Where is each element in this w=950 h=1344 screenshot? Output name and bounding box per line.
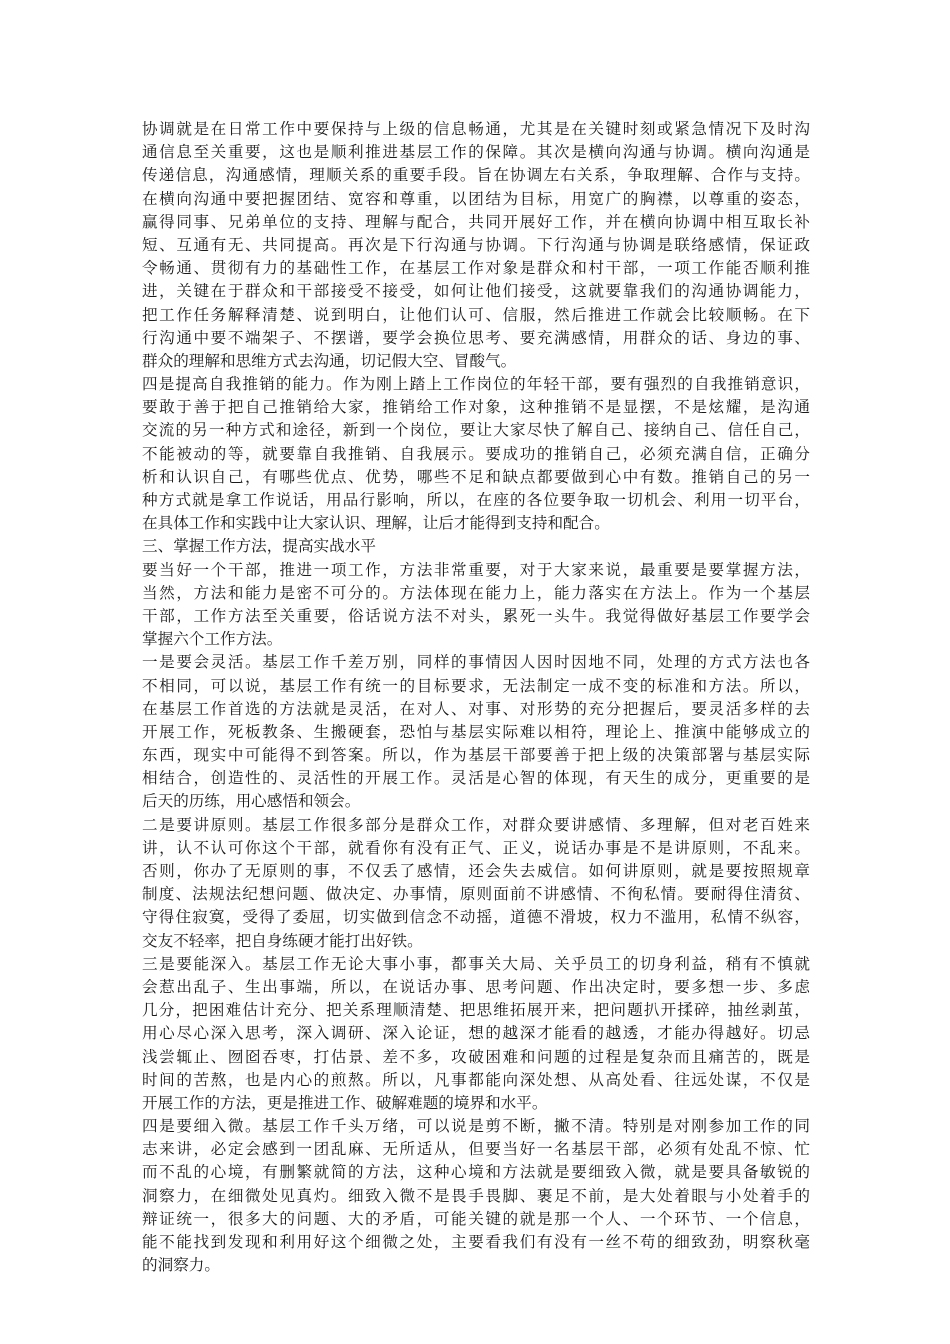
text-line: 辩证统一，很多大的问题、大的矛盾，可能关键的就是那一个人、一个环节、一个信息， xyxy=(142,1209,810,1228)
text-line: 掌握六个工作方法。 xyxy=(142,630,283,649)
text-line: 讲，认不认可你这个干部，就看你有没有正气、正义，说话办事是不是讲原则，不乱来。 xyxy=(142,838,810,857)
text-line: 时间的苦熬，也是内心的煎熬。所以，凡事都能向深处想、从高处看、往远处谋，不仅是 xyxy=(142,1070,810,1089)
text-line: 在具体工作和实践中让大家认识、理解，让后才能得到支持和配合。 xyxy=(142,514,610,533)
text-line: 在基层工作首选的方法就是灵活，在对人、对事、对形势的充分把握后，要灵活多样的去 xyxy=(142,699,810,718)
text-line: 行沟通中要不端架子、不摆谱，要学会换位思考、要充满感情，用群众的话、身边的事、 xyxy=(142,328,810,347)
text-line: 不相同，可以说，基层工作有统一的目标要求，无法制定一成不变的标准和方法。所以， xyxy=(142,676,810,695)
text-line: 赢得同事、兄弟单位的支持、理解与配合，共同开展好工作，并在横向协调中相互取长补 xyxy=(142,212,810,231)
text-line: 开展工作的方法，更是推进工作、破解难题的境界和水平。 xyxy=(142,1093,548,1112)
text-line: 一是要会灵活。基层工作千差万别，同样的事情因人因时因地不同，处理的方式方法也各 xyxy=(142,653,810,672)
text-line: 通信息至关重要，这也是顺利推进基层工作的保障。其次是横向沟通与协调。横向沟通是 xyxy=(142,143,810,162)
text-line: 三是要能深入。基层工作无论大事小事，都事关大局、关乎员工的切身利益，稍有不慎就 xyxy=(142,954,810,973)
text-line: 用心尽心深入思考，深入调研、深入论证，想的越深才能看的越透，才能办得越好。切忌 xyxy=(142,1024,810,1043)
text-line: 而不乱的心境，有删繁就简的方法，这种心境和方法就是要细致入微，就是要具备敏锐的 xyxy=(142,1163,810,1182)
text-line: 群众的理解和思维方式去沟通，切记假大空、冒酸气。 xyxy=(142,351,517,370)
text-line: 洞察力，在细微处见真灼。细致入微不是畏手畏脚、裹足不前，是大处着眼与小处着手的 xyxy=(142,1186,810,1205)
text-line: 志来讲，必定会感到一团乱麻、无所适从，但要当好一名基层干部，必须有处乱不惊、忙 xyxy=(142,1140,810,1159)
text-line: 不能被动的等，就要靠自我推销、自我展示。要成功的推销自己，必须充满自信，正确分 xyxy=(142,444,810,463)
text-line: 的洞察力。 xyxy=(142,1256,220,1275)
text-line: 种方式就是拿工作说话，用品行影响，所以，在座的各位要争取一切机会、利用一切平台， xyxy=(142,491,810,509)
text-line: 会惹出乱子、生出事端，所以，在说话办事、思考问题、作出决定时，要多想一步、多虑 xyxy=(142,977,810,996)
text-line: 二是要讲原则。基层工作很多部分是群众工作，对群众要讲感情、多理解，但对老百姓来 xyxy=(142,815,810,834)
text-line: 在横向沟通中要把握团结、宽容和尊重，以团结为目标，用宽广的胸襟，以尊重的姿态， xyxy=(142,189,810,208)
text-line: 进，关键在于群众和干部接受不接受，如何让他们接受，这就要靠我们的沟通协调能力， xyxy=(142,282,810,301)
text-line: 交友不轻率，把自身练硬才能打出好铁。 xyxy=(142,931,423,950)
text-line: 四是提高自我推销的能力。作为刚上踏上工作岗位的年轻干部，要有强烈的自我推销意识， xyxy=(142,375,810,394)
text-line: 交流的另一种方式和途径，新到一个岗位，要让大家尽快了解自己、接纳自己、信任自己， xyxy=(142,421,810,440)
text-line: 短、互通有无、共同提高。再次是下行沟通与协调。下行沟通与协调是联络感情，保证政 xyxy=(142,235,810,254)
text-line: 干部，工作方法至关重要，俗话说方法不对头，累死一头牛。我觉得做好基层工作要学会 xyxy=(142,606,810,625)
text-line: 当然，方法和能力是密不可分的。方法体现在能力上，能力落实在方法上。作为一个基层 xyxy=(142,583,810,602)
text-line: 传递信息，沟通感情，理顺关系的重要手段。旨在协调左右关系，争取理解、合作与支持。 xyxy=(142,166,810,185)
text-line: 四是要细入微。基层工作千头万绪，可以说是剪不断，撇不清。特别是对刚参加工作的同 xyxy=(142,1117,810,1136)
text-line: 否则，你办了无原则的事，不仅丢了感情，还会失去威信。如何讲原则，就是要按照规章 xyxy=(142,862,810,880)
document-body xyxy=(142,118,810,1277)
text-line: 要敢于善于把自己推销给大家，推销给工作对象，这种推销不是显摆，不是炫耀，是沟通 xyxy=(142,398,810,417)
text-line: 令畅通、贯彻有力的基础性工作，在基层工作对象是群众和村干部，一项工作能否顺利推 xyxy=(142,259,810,278)
text-line: 能不能找到发现和利用好这个细微之处，主要看我们有没有一丝不苟的细致劲，明察秋毫 xyxy=(142,1233,810,1251)
text-line: 协调就是在日常工作中要保持与上级的信息畅通，尤其是在关键时刻或紧急情况下及时沟 xyxy=(142,120,810,138)
text-line: 开展工作，死板教条、生搬硬套，恐怕与基层实际难以相符，理论上、推演中能够成立的 xyxy=(142,722,810,741)
text-line: 相结合，创造性的、灵活性的开展工作。灵活是心智的体现，有天生的成分，更重要的是 xyxy=(142,769,810,788)
text-line: 制度、法规法纪想问题、做决定、办事情，原则面前不讲感情、不徇私情。要耐得住清贫、 xyxy=(142,885,810,904)
text-line: 守得住寂寞，受得了委屈，切实做到信念不动摇，道德不滑坡，权力不滥用，私情不纵容， xyxy=(142,908,810,927)
text-line: 三、掌握工作方法，提高实战水平 xyxy=(142,537,376,556)
text-line: 几分，把困难估计充分、把关系理顺清楚、把思维拓展开来，把问题扒开揉碎，抽丝剥茧， xyxy=(142,1001,810,1020)
text-line: 浅尝辄止、囫囵吞枣，打估景、差不多，攻破困难和问题的过程是复杂而且痛苦的，既是 xyxy=(142,1047,810,1066)
text-line: 后天的历练，用心感悟和领会。 xyxy=(142,792,361,811)
text-line: 东西，现实中可能得不到答案。所以，作为基层干部要善于把上级的决策部署与基层实际 xyxy=(142,746,810,765)
text-line: 把工作任务解释清楚、说到明白，让他们认可、信服，然后推进工作就会比较顺畅。在下 xyxy=(142,305,810,324)
text-line: 要当好一个干部，推进一项工作，方法非常重要，对于大家来说，最重要是要掌握方法， xyxy=(142,560,810,579)
text-line: 析和认识自己，有哪些优点、优势，哪些不足和缺点都要做到心中有数。推销自己的另一 xyxy=(142,467,810,486)
